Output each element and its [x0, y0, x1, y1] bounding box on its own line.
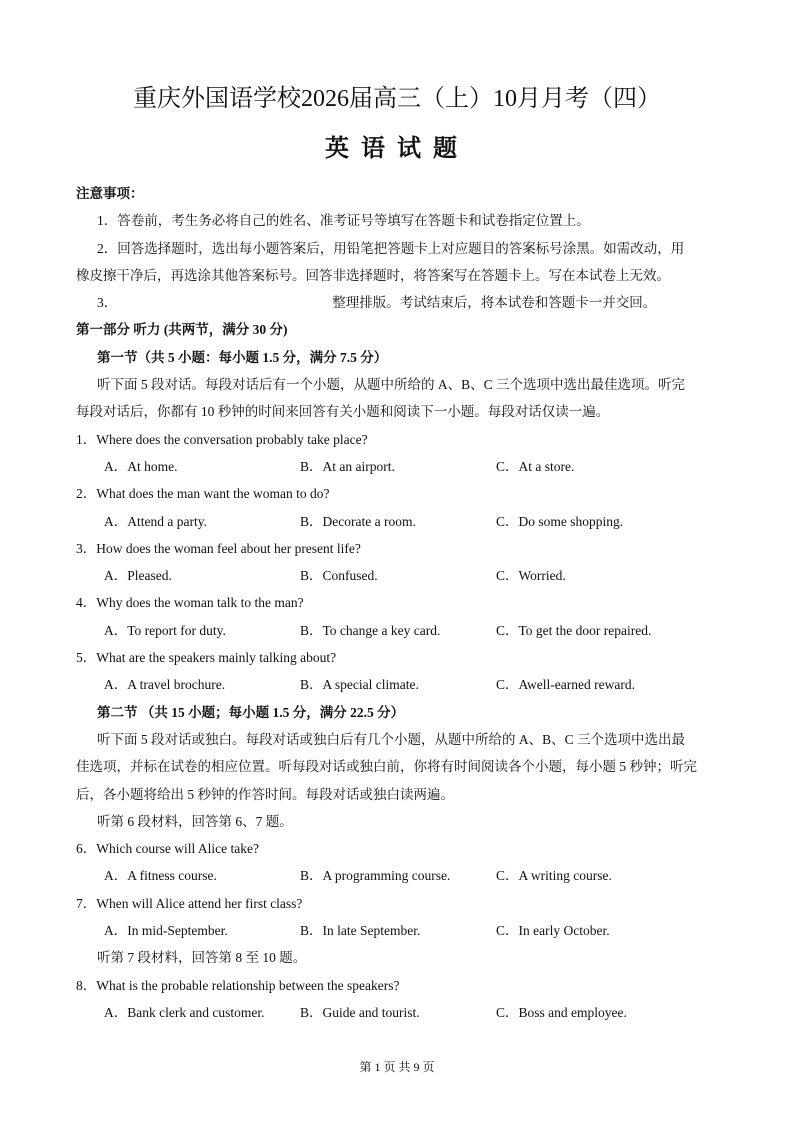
question-stem: 4．Why does the woman talk to the man?	[76, 595, 304, 611]
question-options	[76, 999, 718, 1026]
exam-body	[76, 180, 718, 1026]
question-stem: 5．What are the speakers mainly talking about?	[76, 650, 337, 666]
option-b: B．Confused.	[300, 568, 378, 584]
notice-heading: 注意事项：	[76, 186, 144, 201]
section1-instructions: 每段对话后，你都有 10 秒钟的时间来回答有关小题和阅读下一小题。每段对话仅读一遍。	[76, 404, 610, 420]
question-options	[76, 862, 718, 889]
option-a: A．At home.	[104, 458, 178, 474]
option-a: A．To report for duty.	[104, 622, 226, 638]
option-b: B．Decorate a room.	[300, 513, 416, 529]
option-a: A．Pleased.	[104, 568, 172, 584]
question-options	[76, 617, 718, 644]
option-b: B．In late September.	[300, 923, 421, 939]
notice-item: 2．回答选择题时，选出每小题答案后，用铅笔把答题卡上对应题目的答案标号涂黑。如需改动，用	[97, 240, 685, 256]
notice-text: 整理排版。考试结束后，将本试卷和答题卡一并交回。	[332, 295, 657, 311]
notice-item: 1．答卷前，考生务必将自己的姓名、准考证号等填写在答题卡和试卷指定位置上。	[97, 213, 590, 229]
section2-heading: 第二节 （共 15 小题；每小题 1.5 分，满分 22.5 分）	[97, 704, 405, 720]
option-c: C．Boss and employee.	[496, 1004, 627, 1020]
option-b: B．A programming course.	[300, 868, 451, 884]
option-c: C．Do some shopping.	[496, 513, 624, 529]
section1-heading: 第一节（共 5 小题：每小题 1.5 分，满分 7.5 分）	[97, 349, 388, 365]
notice-item: 橡皮擦干净后，再选涂其他答案标号。回答非选择题时，将答案写在答题卡上。写在本试卷上无效。	[76, 267, 670, 283]
option-a: A．In mid-September.	[104, 923, 228, 939]
option-c: C．In early October.	[496, 923, 610, 939]
question-options	[76, 508, 718, 535]
question-options	[76, 671, 718, 698]
option-c: C．Worried.	[496, 568, 566, 584]
exam-subtitle: 英语试题	[325, 136, 469, 162]
part1-heading: 第一部分 听力 (共两节，满分 30 分)	[76, 322, 288, 338]
question-options	[76, 562, 718, 589]
option-c: C．To get the door repaired.	[496, 622, 652, 638]
question-stem: 8．What is the probable relationship between the speakers?	[76, 977, 400, 993]
option-c: C．Awell-earned reward.	[496, 677, 635, 693]
option-b: B．At an airport.	[300, 458, 395, 474]
exam-title: 重庆外国语学校2026届高三（上）10月月考（四）	[133, 86, 661, 112]
question-stem: 6．Which course will Alice take?	[76, 841, 259, 857]
option-c: C．A writing course.	[496, 868, 612, 884]
question-stem: 1．Where does the conversation probably take place?	[76, 431, 368, 447]
option-a: A．Bank clerk and customer.	[104, 1004, 265, 1020]
section2-instructions: 佳选项，并标在试卷的相应位置。听每段对话或独白前，你将有时间阅读各个小题，每小题 5 秒钟；听完	[76, 759, 697, 775]
option-b: B．Guide and tourist.	[300, 1004, 420, 1020]
option-a: A．A fitness course.	[104, 868, 217, 884]
material-6-note: 听第 6 段材料，回答第 6、7 题。	[97, 813, 293, 829]
question-stem: 7．When will Alice attend her first class?	[76, 895, 303, 911]
notice-number: 3．	[97, 295, 118, 311]
question-stem: 2．What does the man want the woman to do?	[76, 486, 330, 502]
page-footer: 第 1 页 共 9 页	[359, 1060, 435, 1074]
option-a: A．Attend a party.	[104, 513, 207, 529]
question-options	[76, 453, 718, 480]
option-c: C．At a store.	[496, 458, 575, 474]
question-stem: 3．How does the woman feel about her present life?	[76, 540, 361, 556]
option-a: A．A travel brochure.	[104, 677, 226, 693]
material-7-note: 听第 7 段材料，回答第 8 至 10 题。	[97, 950, 307, 966]
section1-instructions: 听下面 5 段对话。每段对话后有一个小题，从题中所给的 A、B、C 三个选项中选出最佳选项。听完	[97, 377, 686, 393]
section2-instructions: 后，各小题将给出 5 秒钟的作答时间。每段对话或独白读两遍。	[76, 786, 454, 802]
section2-instructions: 听下面 5 段对话或独白。每段对话或独白后有几个小题，从题中所给的 A、B、C 三个选项中选出最	[97, 731, 686, 747]
option-b: B．To change a key card.	[300, 622, 441, 638]
question-options	[76, 917, 718, 944]
notice-item-3	[76, 289, 718, 316]
option-b: B．A special climate.	[300, 677, 419, 693]
